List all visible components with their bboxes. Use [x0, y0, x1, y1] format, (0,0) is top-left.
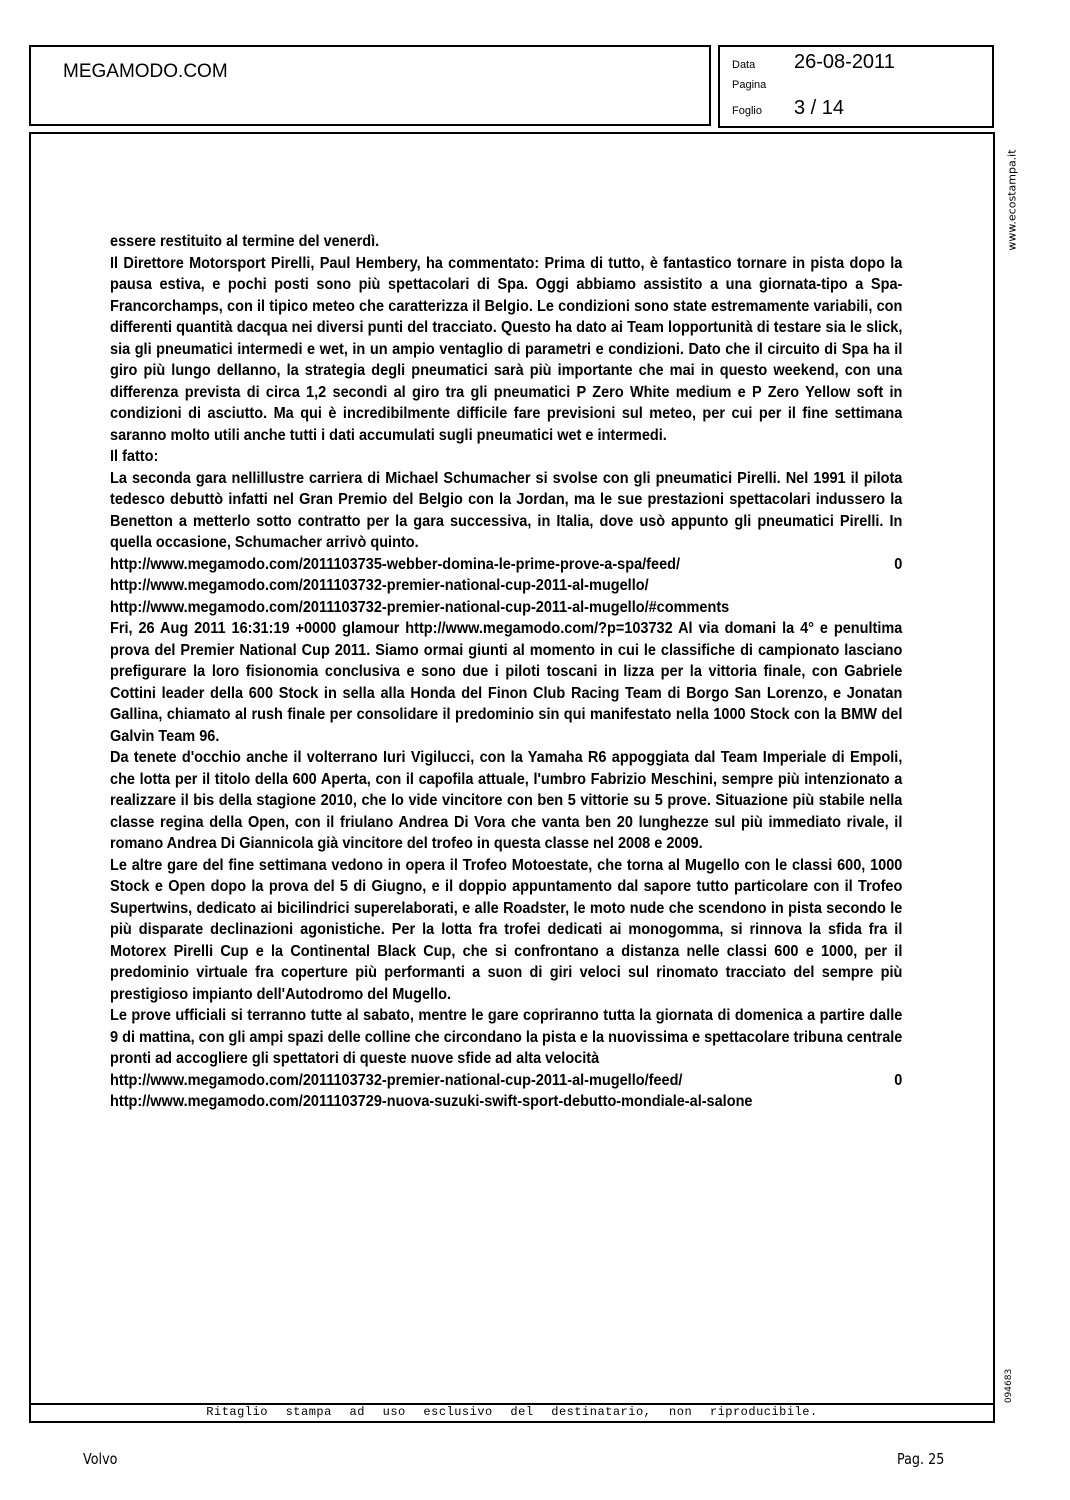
article-body: [110, 231, 902, 1113]
clipping-code-vertical: [1000, 1365, 1018, 1407]
source-url-text: www.ecostampa.it: [1005, 149, 1019, 251]
date-value: 26-08-2011: [794, 51, 895, 73]
sheet-label: Foglio: [732, 105, 762, 117]
clipping-notice: Ritaglio stampa ad uso esclusivo del destinatario, non riproducibile.: [206, 1405, 818, 1419]
source-url-vertical: [1002, 145, 1022, 255]
page-number: Pag. 25: [897, 1450, 945, 1468]
comments-link[interactable]: http://www.megamodo.com/2011103732-premier-national-cup-2011-al-mugello/#comments: [110, 598, 730, 616]
clipping-code-text: 094683: [1004, 1368, 1014, 1404]
article-subheading: Il fatto:: [110, 448, 159, 465]
article-paragraph: Da tenete d'occhio anche il volterrano Iuri Vigilucci, con la Yamaha R6 appoggiata dal Team Imperiale di Empoli, che lotta per il titolo della 600 Aperta, con il capofila attuale, l'umbro Fabrizio Meschini, sempre più intenzionato a realizzare il bis della stagione 2010, che lo vide vincitore con ben 5 vittorie su 5 prove. Situazione più stabile nella classe regina della Open, con il friulano Andrea Di Vora che vanta ben 20 lunghezze sul più immediato rivale, il romano Andrea Di Giannicola già vincitore del trofeo in questa classe nel 2008 e 2009.: [110, 749, 903, 852]
header-publication-box: [29, 45, 711, 126]
article-link[interactable]: http://www.megamodo.com/2011103732-premier-national-cup-2011-al-mugello/: [110, 577, 649, 594]
article-link[interactable]: http://www.megamodo.com/2011103729-nuova-suzuki-swift-sport-debutto-mondiale-al-salone: [110, 1093, 753, 1110]
meta-page-row: [732, 79, 794, 91]
article-paragraph: essere restituito al termine del venerdì.: [110, 233, 380, 250]
client-name: Volvo: [83, 1450, 118, 1468]
meta-date-row: [732, 51, 895, 74]
feed-link-row: [110, 554, 902, 576]
sheet-value: 3 / 14: [794, 97, 845, 119]
date-label: Data: [732, 59, 756, 71]
article-paragraph: La seconda gara nellillustre carriera di Michael Schumacher si svolse con gli pneumatici Pirelli. Nel 1991 il pilota tedesco debuttò infatti nel Gran Premio del Belgio con la Jordan, ma le sue prestazioni spettacolari indussero la Benetton a metterlo sotto contratto per la gara successiva, in Italia, dove usò appunto gli pneumatici Pirelli. In quella occasione, Schumacher arrivò quinto.: [110, 469, 903, 551]
publication-name: MEGAMODO.COM: [63, 61, 228, 82]
article-paragraph: Le altre gare del fine settimana vedono in opera il Trofeo Motoestate, che torna al Mugello con le classi 600, 1000 Stock e Open dopo la prova del 5 di Giugno, e il doppio appuntamento dal sapore tutto particolare con il Trofeo Supertwins, dedicato ai bicilindrici superelaborati, e alle Roadster, le moto nude che scendono in pista secondo le più disparate declinazioni agonistiche. Per la lotta fra trofei dedicati ai monogomma, si rinnova la sfida fra il Motorex Pirelli Cup e la Continental Black Cup, che si confrontano a distanza nelle classi 600 e 1000, per il predominio virtuale fra coperture più performanti a suon di giri veloci sul rinomato tracciato del sempre più prestigioso impianto dell'Autodromo del Mugello.: [110, 856, 903, 1003]
meta-sheet-row: [732, 97, 844, 120]
comment-count: 0: [894, 555, 903, 573]
article-paragraph: Il Direttore Motorsport Pirelli, Paul Hembery, ha commentato: Prima di tutto, è fantastico tornare in pista dopo la pausa estiva, e pochi posti sono più spettacolari di Spa. Oggi abbiamo assistito a una giornata-tipo a Spa-Francorchamps, con il tipico meteo che caratterizza il Belgio. Le condizioni sono state estremamente variabili, con differenti quantità dacqua nei diversi punti del tracciato. Questo ha dato ai Team lopportunità di testare sia le slick, sia gli pneumatici intermedi e wet, in un ampio ventaglio di parametri e condizioni. Dato che il circuito di Spa ha il giro più lungo dellanno, la strategia degli pneumatici sarà più importante che mai in questo weekend, con una differenza prevista di circa 1,2 secondi al giro tra gli pneumatici P Zero White medium e P Zero Yellow soft in condizioni di asciutto. Ma qui è incredibilmente difficile fare previsioni sul meteo, per cui per il fine settimana saranno molto utili anche tutti i dati accumulati sugli pneumatici wet e intermedi.: [110, 254, 903, 444]
comment-count: 0: [894, 1071, 903, 1089]
article-paragraph: Fri, 26 Aug 2011 16:31:19 +0000 glamour http://www.megamodo.com/?p=103732 Al via domani la 4° e penultima prova del Premier National Cup 2011. Siamo ormai giunti al momento in cui le classifiche di campionato lasciano prefigurare la loro fisionomia conclusiva e sono due i piloti toscani in lizza per la vittoria finale, con Gabriele Cottini leader della 600 Stock in sella alla Honda del Finon Club Racing Team di Borgo San Lorenzo, e Jonatan Gallina, chiamato al rush finale per consolidare il predominio sin qui manifestato nella 1000 Stock con la BMW del Galvin Team 96.: [110, 620, 903, 745]
article-paragraph: Le prove ufficiali si terranno tutte al sabato, mentre le gare copriranno tutta la giornata di domenica a partire dalle 9 di mattina, con gli ampi spazi delle colline che circondano la pista e la nuovissima e spettacolare tribuna centrale pronti ad accogliere gli spettatori di queste nuove sfide ad alta velocità: [110, 1007, 903, 1067]
page-label: Pagina: [732, 79, 767, 91]
header-meta-box: [718, 45, 994, 128]
feed-link[interactable]: http://www.megamodo.com/2011103732-premier-national-cup-2011-al-mugello/feed/: [110, 1071, 683, 1089]
feed-link-row: [110, 1070, 902, 1092]
feed-link[interactable]: http://www.megamodo.com/2011103735-webber-domina-le-prime-prove-a-spa/feed/: [110, 555, 681, 573]
